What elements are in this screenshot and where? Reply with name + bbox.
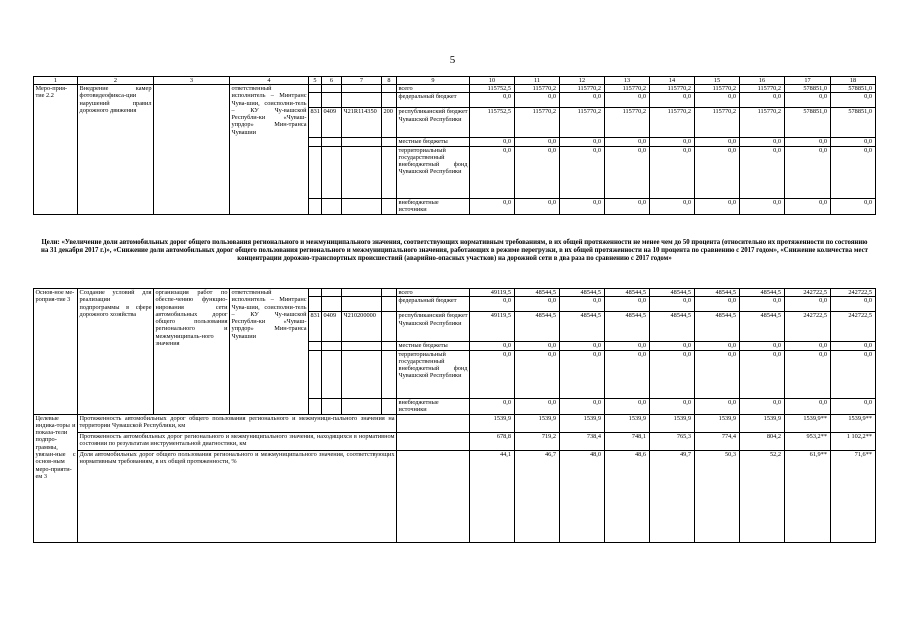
goals-text: Цели: «Увеличение доли автомобильных дорог общего пользования регионального и межмуниципального значения, соответствующих нормативным требованиям, в их общей протяженности не менее чем до 50 процента (относительно их протяженности по состоянию на 31 декабря 2017 г.)», «Снижение доли автомобильных дорог общего пользования регионального и межмуниципального значения, работающих в режиме перегрузки, в их общей протяженности на 10 процента по сравнению с 2017 годом», «Снижение количества мест концентрации дорожно-транспортных происшествий (аварийно-опасных участков) на дорожной сети в два раза по сравнению с 2017 годом» [41,239,868,262]
header-cell: 11 [515,77,560,85]
measure-description: Создание условий для реализации подпрограммы в сфере дорожного хозяйства [78,289,154,415]
target-text: Протяженность автомобильных дорог общего пользования регионального и межмуници-пального значения на территории Чувашской Республики, км [78,414,397,432]
table-row: 831 0409 Ч21R114350 200 республиканский бюджет Чувашской Республики 115752,5 115770,2 115770,2 115770,2 115770,2 115770,2 115770,2 578851,0 578851,0 [34,108,876,138]
task-description [154,85,230,215]
header-cell: 6 [322,77,342,85]
code-section: 0409 [322,108,342,138]
table-block-1 [33,76,876,215]
target-row: Доля автомобильных дорог общего пользования регионального и межмуниципального значения, соответствующих нормативным требованиям, в их общей протяженности, % 44,1 46,7 48,0 48,6 49,7 50,3 52,2 61,9** 71,6** [34,450,876,542]
table-row: 831 0409 Ч210200000 республиканский бюджет Чувашской Республики 49119,5 48544,5 48544,5 48544,5 48544,5 48544,5 48544,5 242722,5 242722,5 [34,312,876,342]
header-cell: 8 [382,77,397,85]
responsible-executor: ответственный исполнитель – Минтранс Чува-шии, соисполни-тель – КУ Чу-вашской Республи-ки «Чуваш-упрдор» Мин-транса Чувашии [230,85,309,215]
code-target-article: Ч21R114350 [342,108,382,138]
measure-description: Внедрение камер фотовидеофикса-ции нарушений правил дорожного движения [78,85,154,215]
task-description: организация работ по обеспе-чению функцио-нирования сети автомобильных дорог общего пользования регионального и межмуниципаль-ного значения [154,289,230,415]
funding-source: республиканский бюджет Чувашской Республики [397,108,470,138]
target-text: Доля автомобильных дорог общего пользования регионального и межмуниципального значения, соответствующих нормативным требованиям, в их общей протяженности, % [78,450,397,542]
funding-source: территориальный государственный внебюджетный фонд Чувашской Республики [397,146,470,198]
header-cell: 5 [309,77,322,85]
header-cell: 17 [785,77,831,85]
funding-source: всего [397,289,470,297]
table-row: местные бюджеты 0,0 0,0 0,0 0,0 0,0 0,0 0,0 0,0 0,0 [34,138,876,146]
table-row: территориальный государственный внебюджетный фонд Чувашской Республики 0,0 0,0 0,0 0,0 0,0 0,0 0,0 0,0 0,0 [34,146,876,198]
header-cell: 2 [78,77,154,85]
targets-label: Целевые индика-торы и показа-тели подпро-граммы, увязан-ные с основ-ным меро-прияти-ем 3 [34,414,78,542]
header-cell: 14 [650,77,695,85]
funding-source: внебюджетные источники [397,198,470,214]
table-block-2 [33,288,876,543]
header-cell: 4 [230,77,309,85]
code-expense-type [382,312,397,342]
code-section: 0409 [322,312,342,342]
measure-name: Основ-ное ме-роприя-тие 3 [34,289,78,415]
header-cell: 10 [470,77,515,85]
header-cell: 9 [397,77,470,85]
funding-source: местные бюджеты [397,138,470,146]
table-row: федеральный бюджет 0,0 0,0 0,0 0,0 0,0 0,0 0,0 0,0 0,0 [34,297,876,312]
funding-source: федеральный бюджет [397,297,470,312]
code-target-article: Ч210200000 [342,312,382,342]
table-row: внебюджетные источники 0,0 0,0 0,0 0,0 0,0 0,0 0,0 0,0 0,0 [34,398,876,414]
table-row: Меро-прия-тие 2.2 Внедрение камер фотовидеофикса-ции нарушений правил дорожного движения ответственный исполнитель – Минтранс Чува-шии, соисполни-тель – КУ Чу-вашской Республи-ки «Чуваш-упрдор» Мин-транса Чувашии всего 115752,5 115770,2 115770,2 115770,2 115770,2 115770,2 115770,2 578851,0 578851,0 [34,85,876,93]
header-cell: 7 [342,77,382,85]
header-cell: 12 [560,77,605,85]
funding-source: внебюджетные источники [397,398,470,414]
header-cell: 16 [740,77,785,85]
page-number: 5 [449,54,456,66]
code-grbs: 831 [309,312,322,342]
header-cell: 1 [34,77,78,85]
funding-source: республиканский бюджет Чувашской Республики [397,312,470,342]
table-row: Основ-ное ме-роприя-тие 3 Создание условий для реализации подпрограммы в сфере дорожного хозяйства организация работ по обеспе-чению функцио-нирования сети автомобильных дорог общего пользования регионального и межмуниципаль-ного значения ответственный исполнитель – Минтранс Чува-шии, соисполни-тель – КУ Чу-вашской Республи-ки «Чуваш-упрдор» Мин-транса Чувашии всего 49119,5 48544,5 48544,5 48544,5 48544,5 48544,5 48544,5 242722,5 242722,5 [34,289,876,297]
code-grbs: 831 [309,108,322,138]
header-cell: 18 [831,77,876,85]
target-text: Протяженность автомобильных дорог регионального и межмуниципального значения, находящихся в нормативном состоянии по результатам инструментальной диагностики, км [78,432,397,450]
header-cell: 3 [154,77,230,85]
table-row: федеральный бюджет 0,0 0,0 0,0 0,0 0,0 0,0 0,0 0,0 0,0 [34,93,876,108]
responsible-executor: ответственный исполнитель – Минтранс Чува-шии, соисполни-тель – КУ Чу-вашской Республи-ки «Чуваш-упрдор» Мин-транса Чувашии [230,289,309,415]
header-cell: 13 [605,77,650,85]
target-row: Целевые индика-торы и показа-тели подпро-граммы, увязан-ные с основ-ным меро-прияти-ем 3 Протяженность автомобильных дорог общего пользования регионального и межмуници-пального значения на территории Чувашской Республики, км 1539,9 1539,9 1539,9 1539,9 1539,9 1539,9 1539,9 1539,9** 1539,9** [34,414,876,432]
funding-source: территориальный государственный внебюджетный фонд Чувашской Республики [397,350,470,398]
funding-source: федеральный бюджет [397,93,470,108]
header-cell: 15 [695,77,740,85]
code-expense-type: 200 [382,108,397,138]
target-row: Протяженность автомобильных дорог регионального и межмуниципального значения, находящихся в нормативном состоянии по результатам инструментальной диагностики, км 678,8 719,2 738,4 748,1 765,3 774,4 804,2 953,2** 1 102,2** [34,432,876,450]
funding-source: всего [397,85,470,93]
funding-source: местные бюджеты [397,342,470,350]
table-row: внебюджетные источники 0,0 0,0 0,0 0,0 0,0 0,0 0,0 0,0 0,0 [34,198,876,214]
header-row [34,77,876,85]
table-row: местные бюджеты 0,0 0,0 0,0 0,0 0,0 0,0 0,0 0,0 0,0 [34,342,876,350]
measure-name: Меро-прия-тие 2.2 [34,85,78,215]
table-row: территориальный государственный внебюджетный фонд Чувашской Республики 0,0 0,0 0,0 0,0 0,0 0,0 0,0 0,0 0,0 [34,350,876,398]
